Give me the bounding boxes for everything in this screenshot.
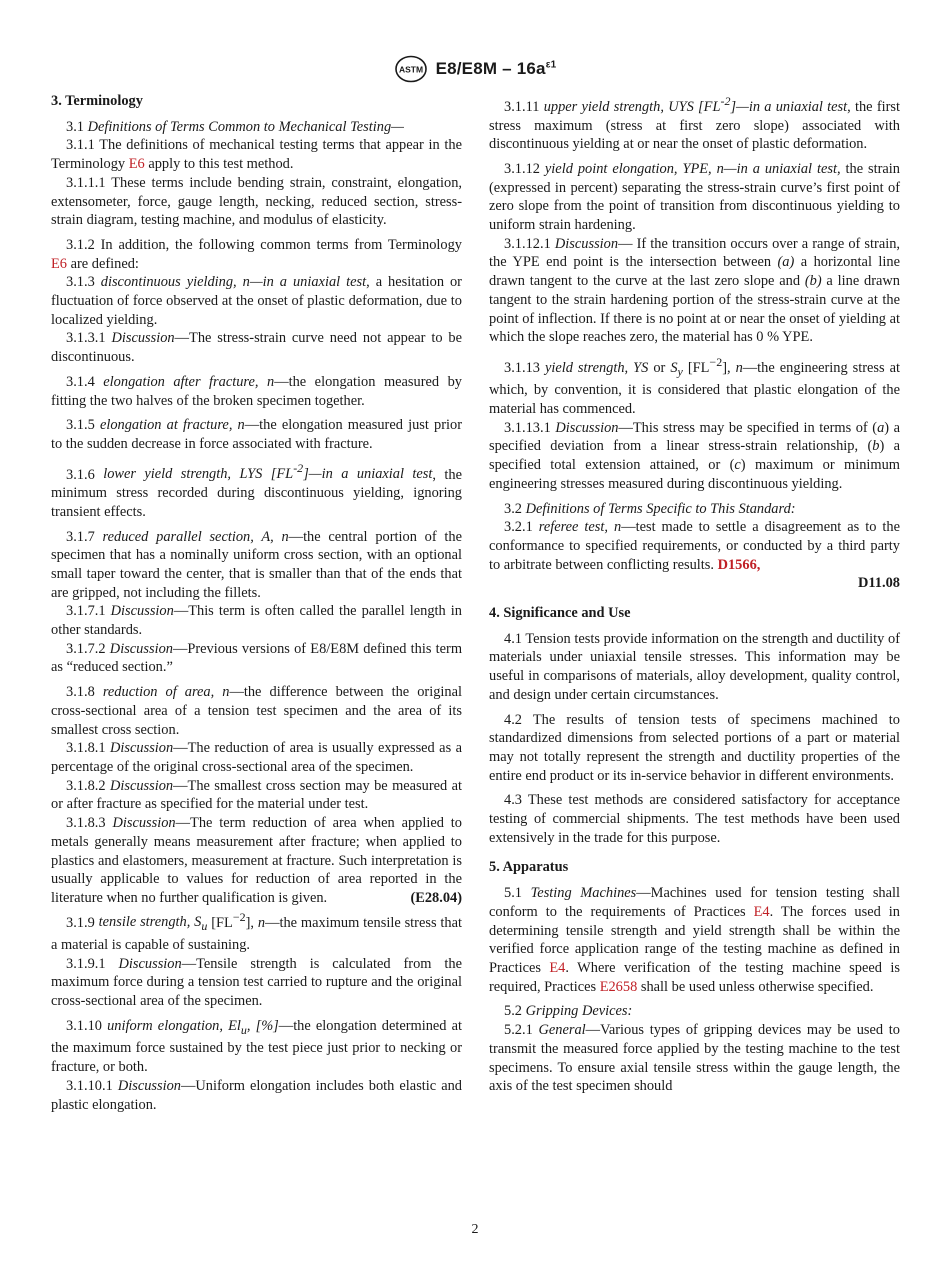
para-3-1-7-1: 3.1.7.1 Discussion—This term is often called the parallel length in other standards. [51, 603, 463, 639]
ref-e6-link[interactable]: E6 [128, 156, 145, 173]
para-5-1: 5.1 Testing Machines—Machines used for tension testing shall conform to the requirements of Practices E4. The forces used in determining tensile strength and yield strength shall be within the verified force application range of the testing machine as defined in Practices E4. Where verification of the testing machine speed is required, Practices E2658 shall be used unless otherwise specified. [489, 885, 901, 995]
para-5-2-1: 5.2.1 General—Various types of gripping devices may be used to transmit the measured force applied by the testing machine to the test specimens. To ensure axial tensile stress within the gauge length, the axis of the test specimen should [489, 1022, 900, 1095]
para-3-1-9: 3.1.9 tensile strength, $S_u$ $[FL^{-2}]$, n—the maximum tensile stress that a material is capable of sustaining. [51, 909, 462, 953]
committee-tag: (E28.04) [410, 889, 462, 906]
para-3-1-8: 3.1.8 reduction of area, n—the difference between the original cross-sectional area of a tension test specimen and the area of its smallest cross section. [51, 684, 462, 738]
para-3-1-11: 3.1.11 upper yield strength, UYS $[FL^{-2}]—in$ a uniaxial test, the first stress maximum (stress at first zero slope) associated with discontinuous yielding at or near the onset of plastic deformation. [489, 94, 900, 153]
right-column [489, 92, 900, 1096]
para-4-1: 4.1 Tension tests provide information on the strength and ductility of materials under uniaxial tensile stresses. This information may be useful in comparisons of materials, alloy development, quality control, and design under certain circumstances. [489, 630, 900, 703]
para-3-1-9-1: 3.1.9.1 Discussion—Tensile strength is calculated from the maximum force during a tension test carried to rupture and the original cross-sectional area of the specimen. [51, 955, 463, 1010]
para-3-1-7-2: 3.1.7.2 Discussion—Previous versions of E8/E8M defined this term as “reduced section.” [51, 640, 463, 676]
page-number: 2 [471, 1222, 479, 1237]
para-4-2: 4.2 The results of tension tests of specimens machined to standardized dimensions from selected portions of a part or material may not totally represent the strength and ductility properties of the entire end product or its in-service behavior in different environments. [489, 711, 900, 784]
para-3-2: 3.2 Definitions of Terms Specific to This Standard: [504, 500, 796, 517]
para-3-1-8-3: 3.1.8.3 Discussion—The term reduction of area when applied to metals generally means measurement after fracture; when applied to plastics and elastomers, measurement at fracture. Such interpretation is usually applicable to values for reduction of area reported in the literature when no further qualification is given. (E28.04) [51, 815, 463, 906]
page-header [0, 54, 950, 84]
para-3-1-12: 3.1.12 yield point elongation, YPE, n—in a uniaxial test, the strain (expressed in percent) separating the stress-strain curve’s first point of zero slope from the point of transition from discontinuous yielding to uniform strain hardening. [489, 160, 900, 234]
section-4-heading: 4. Significance and Use [489, 605, 631, 622]
para-3-1-3: 3.1.3 discontinuous yielding, n—in a uniaxial test, a hesitation or fluctuation of force observed at the onset of plastic deformation, due to localized yielding. [51, 274, 462, 328]
ref-e4-link[interactable]: E4 [753, 903, 770, 920]
para-3-1-2: 3.1.2 In addition, the following common terms from Terminology E6 are defined: [51, 236, 462, 272]
ref-d1566-link[interactable]: D1566, [717, 556, 761, 573]
section-5-heading: 5. Apparatus [489, 859, 569, 876]
para-3-1-6: 3.1.6 lower yield strength, LYS $[FL^{-2}]—in$ a uniaxial test, the minimum stress recorded during discontinuous yielding, ignoring transient effects. [51, 461, 462, 520]
para-3-1-5: 3.1.5 elongation at fracture, n—the elongation measured just prior to the sudden decrease in force associated with fracture. [51, 417, 462, 452]
para-3-1-7: 3.1.7 reduced parallel section, A, n—the central portion of the specimen that has a nominally uniform cross section, with an optional small taper toward the center, that is smaller than that of the ends that are gripped, not including the fillets. [51, 528, 462, 601]
para-3-1-1: 3.1.1 The definitions of mechanical testing terms that appear in the Terminology E6 apply to this test method. [51, 137, 462, 173]
para-3-1-10-1: 3.1.10.1 Discussion—Uniform elongation includes both elastic and plastic elongation. [51, 1077, 462, 1113]
para-3-2-1: 3.2.1 referee test, n—test made to settle a disagreement as to the conformance to specified requirements, or conducted by a third party to arbitrate between conflicting results. D1566, [489, 519, 900, 573]
para-3-1-8-2: 3.1.8.2 Discussion—The smallest cross section may be measured at or after fracture as specified for the material under test. [51, 777, 462, 813]
para-5-2: 5.2 Gripping Devices: [504, 1003, 633, 1020]
section-3-heading: 3. Terminology [51, 93, 143, 109]
para-3-1-8-1: 3.1.8.1 Discussion—The reduction of area is usually expressed as a percentage of the original cross-sectional area of the specimen. [51, 740, 462, 775]
standard-designation: $E8/E8M - 16a^{\varepsilon 1}$ [435, 59, 557, 78]
logo-text: ASTM [398, 64, 423, 75]
ref-e4-link[interactable]: E4 [549, 960, 566, 976]
para-3-1-4: 3.1.4 elongation after fracture, n—the elongation measured by fitting the two halves of the broken specimen together. [51, 373, 462, 409]
para-3-1-3-1: 3.1.3.1 Discussion—The stress-strain curve need not appear to be discontinuous. [51, 330, 462, 366]
ref-e6-link[interactable]: E6 [51, 255, 67, 272]
para-4-3: 4.3 These test methods are considered satisfactory for acceptance testing of commercial shipments. The test methods have been used extensively in the trade for this purpose. [489, 792, 900, 846]
para-3-1-13-1: 3.1.13.1 Discussion—This stress may be specified in terms of (a) a specified deviation from a linear stress-strain relationship, (b) a specified total extension attained, or (c) maximum or minimum engineering stresses measured during discontinuous yielding. [489, 419, 901, 492]
committee-tag: D11.08 [858, 575, 900, 592]
astm-logo-icon [394, 55, 428, 83]
epsilon-superscript: ε1 [545, 59, 557, 71]
para-3-1: 3.1 Definitions of Terms Common to Mechanical Testing— [66, 118, 404, 135]
ref-e2658-link[interactable]: E2658 [599, 978, 638, 995]
left-column [51, 92, 462, 1114]
para-3-1-12-1: 3.1.12.1 Discussion— If the transition occurs over a range of strain, the YPE end point is the intersection between (a) a horizontal line drawn tangent to the curve at the last zero slope and (b) a line drawn tangent to the strain hardening portion of the stress-strain curve at the point of inflection. If there is no point at or near the onset of yielding at which the slope reaches zero, the material has 0 % YPE. [489, 235, 900, 346]
para-3-1-13: 3.1.13 yield strength, YS or $S_y$ $[FL^{-2}]$, n—the engineering stress at which, by convention, it is considered that plastic elongation of the material has commenced. [489, 354, 900, 418]
para-3-1-1-1: 3.1.1.1 These terms include bending strain, constraint, elongation, extensometer, force, gauge length, necking, reduced section, stress-strain diagram, testing machine, and modulus of elasticity. [51, 174, 462, 229]
para-3-1-10: 3.1.10 uniform elongation, $El_u$, [%]—the elongation determined at the maximum force sustained by the test piece just prior to necking or fracture, or both. [51, 1017, 462, 1076]
